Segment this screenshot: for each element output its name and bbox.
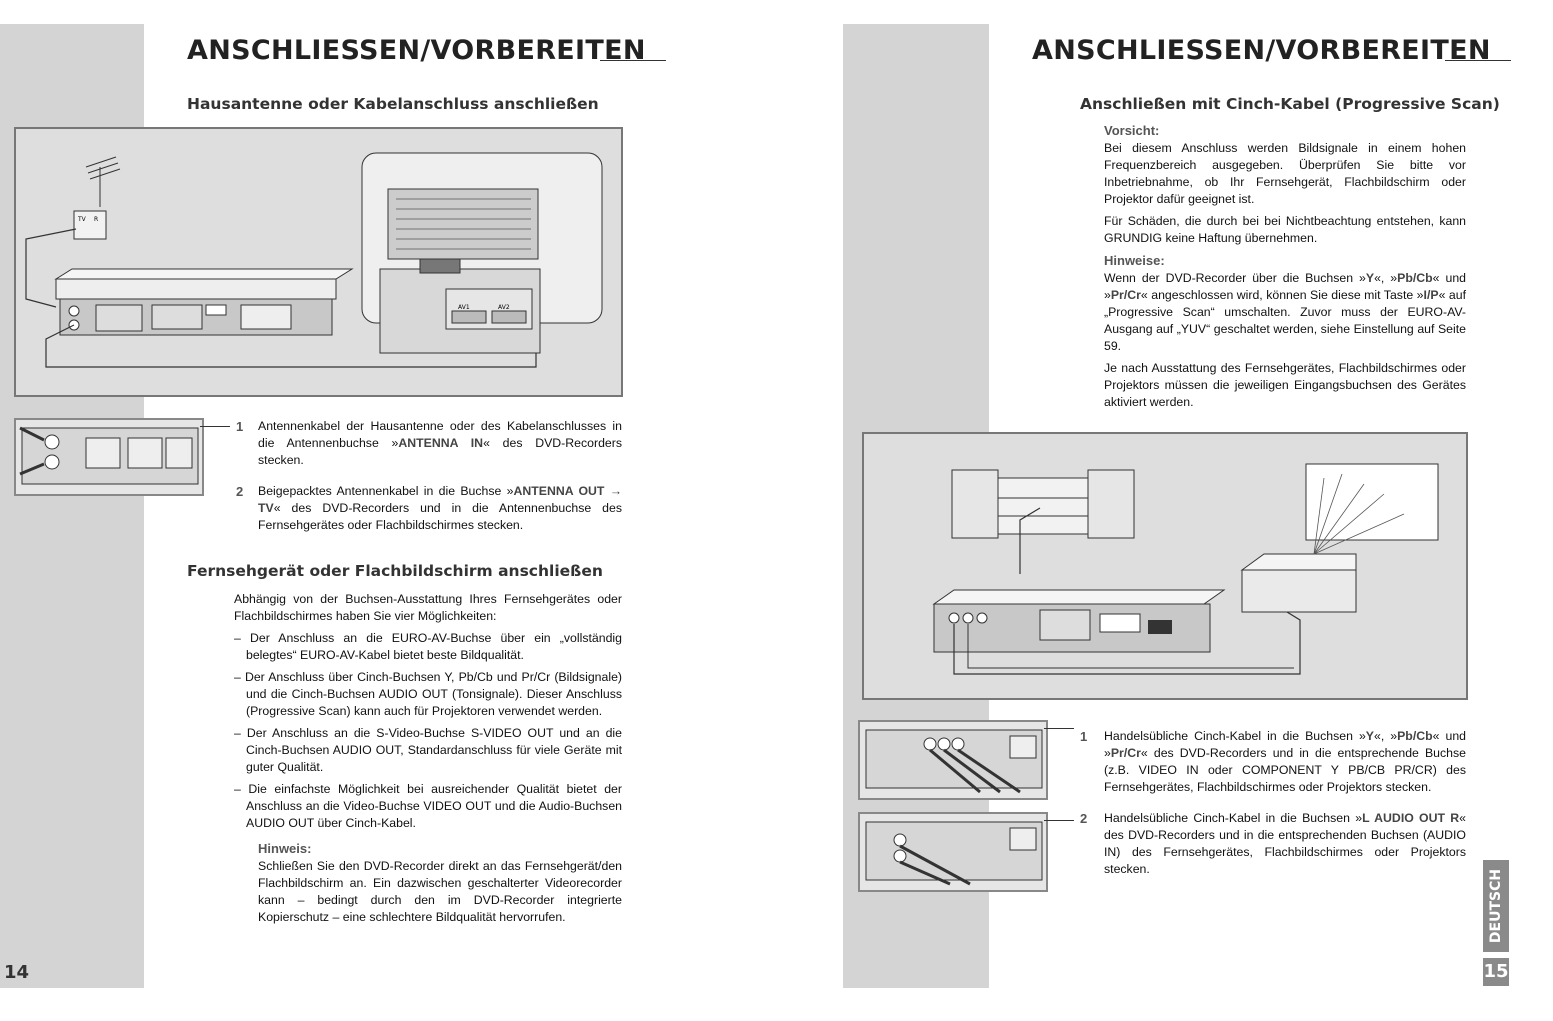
left-page-number: 14 <box>4 962 30 983</box>
vorsicht-heading: Vorsicht: <box>1104 123 1160 138</box>
left-hinweis-block <box>234 840 622 926</box>
right-intro-body <box>1104 122 1466 416</box>
right-step-1-number: 1 <box>1080 729 1088 744</box>
right-section-heading: Anschließen mit Cinch-Kabel (Progressive Scan) <box>1080 95 1500 113</box>
left-step-1-text: Antennenkabel der Hausantenne oder des Kabelanschlusses in die Antennenbuchse »ANTENNA IN« des DVD-Recorders stecken. <box>258 419 622 467</box>
right-step-1-text: Handelsübliche Cinch-Kabel in die Buchsen »Y«, »Pb/Cb« und »Pr/Cr« des DVD-Recorders und in die entsprechende Buchse (z.B. VIDEO IN oder COMPONENT Y PB/CB PR/CR) des Fernsehgerätes, Flachbildschirmes oder Projektors stecken. <box>1104 729 1467 794</box>
left-bullet-2: – Der Anschluss über Cinch-Buchsen Y, Pb/Cb und Pr/Cr (Bildsignale) und die Cinch-Buchsen AUDIO OUT (Tonsignale). Dieser Anschluss (Progressive Scan) kann auch für Projektoren verwendet werden. <box>234 670 622 718</box>
left-step-2-text: Beigepacktes Antennenkabel in die Buchse »ANTENNA OUT → TV« des DVD-Recorders und in die Antennenbuchse des Fernsehgerätes oder Flachbildschirmes stecken. <box>258 484 622 532</box>
right-page-number: 15 <box>1483 958 1509 986</box>
left-bullet-3: – Der Anschluss an die S-Video-Buchse S-VIDEO OUT und an die Cinch-Buchsen AUDIO OUT, Standardanschluss für viele Geräte mit guter Qualität. <box>234 726 622 774</box>
language-side-tab <box>1483 860 1509 952</box>
right-step-2-text: Handelsübliche Cinch-Kabel in die Buchsen »L AUDIO OUT R« des DVD-Recorders und in die entsprechenden Buchsen (AUDIO IN) des Fernsehgerätes, Flachbildschirmes oder Projektors stecken. <box>1104 811 1467 876</box>
left-callout-line <box>200 426 230 427</box>
left-intro: Abhängig von der Buchsen-Ausstattung Ihres Fernsehgerätes oder Flachbildschirmes haben Sie vier Möglichkeiten: <box>234 592 622 623</box>
left-step-1-number: 1 <box>236 419 244 434</box>
vorsicht-p2: Für Schäden, die durch bei bei Nichtbeachtung entstehen, kann GRUNDIG keine Haftung übernehmen. <box>1104 214 1466 245</box>
socket-label-tv: TV <box>78 216 86 223</box>
left-section2-heading: Fernsehgerät oder Flachbildschirm anschließen <box>187 562 603 580</box>
left-hinweis-text: Schließen Sie den DVD-Recorder direkt an das Fernsehgerät/den Flachbildschirm an. Ein dazwischen geschalterter Videorecorder kann – bedingt durch den im DVD-Recorder integrierte Kopierschutz – eine schlechtere Bildqualität hervorrufen. <box>258 859 622 924</box>
left-title-rule <box>600 60 666 61</box>
left-hinweis-heading: Hinweis: <box>258 841 312 856</box>
cinch-video-detail-illustration <box>860 722 1046 798</box>
vorsicht-p1: Bei diesem Anschluss werden Bildsignale in einem hohen Frequenzbereich ausgegeben. Überprüfen Sie bitte vor Inbetriebnahme, ob Ihr Fernsehgerät, Flachbildschirm oder Projektor dafür geeignet ist. <box>1104 141 1466 206</box>
cinch-connection-figure <box>862 432 1468 700</box>
cinch-audio-detail-figure <box>858 812 1048 892</box>
antenna-connection-figure <box>14 127 623 397</box>
hinweise-p2: Je nach Ausstattung des Fernsehgerätes, Flachbildschirmes oder Projektors müssen die jeweiligen Eingangsbuchsen des Gerätes aktiviert werden. <box>1104 361 1466 409</box>
right-step-2 <box>1080 810 1466 878</box>
left-steps <box>236 418 622 534</box>
right-step-2-number: 2 <box>1080 811 1088 826</box>
antenna-jack-detail-figure <box>14 418 204 496</box>
right-steps <box>1080 728 1466 878</box>
antenna-jack-detail-illustration <box>16 420 202 494</box>
socket-label-r: R <box>94 216 99 223</box>
right-callout-line-2 <box>1044 820 1074 821</box>
hinweise-heading: Hinweise: <box>1104 253 1165 268</box>
left-step-2 <box>236 483 622 534</box>
left-step-2-number: 2 <box>236 484 244 499</box>
tv-label-av1: AV1 <box>458 304 470 311</box>
language-side-tab-label: DEUTSCH <box>1488 868 1504 944</box>
cinch-audio-detail-illustration <box>860 814 1046 890</box>
right-page-title: ANSCHLIESSEN/VORBEREITEN <box>1032 35 1491 66</box>
left-bullet-4: – Die einfachste Möglichkeit bei ausreichender Qualität bietet der Anschluss an die Video-Buchse VIDEO OUT und die Audio-Buchsen AUDIO OUT über Cinch-Kabel. <box>234 782 622 830</box>
left-section1-heading: Hausantenne oder Kabelanschluss anschließen <box>187 95 599 113</box>
right-callout-line-1 <box>1044 728 1074 729</box>
antenna-connection-illustration <box>16 129 621 395</box>
left-step-1 <box>236 418 622 469</box>
cinch-connection-illustration <box>864 434 1466 698</box>
tv-label-av2: AV2 <box>498 304 510 311</box>
left-bullet-1: – Der Anschluss an die EURO-AV-Buchse über ein „vollständig belegtes“ EURO-AV-Kabel bietet beste Bildqualität. <box>234 631 622 662</box>
right-title-white-cover <box>989 24 999 34</box>
right-step-1 <box>1080 728 1466 796</box>
right-title-rule <box>1445 60 1511 61</box>
cinch-video-detail-figure <box>858 720 1048 800</box>
hinweise-p1: Wenn der DVD-Recorder über die Buchsen »Y«, »Pb/Cb« und »Pr/Cr« angeschlossen wird, können Sie diese mit Taste »I/P« auf „Progressive Scan“ umschalten. Zuvor muss der EURO-AV-Ausgang auf „YUV“ geschaltet werden, siehe Einstellung auf Seite 59. <box>1104 271 1466 353</box>
left-section2-body <box>234 591 622 931</box>
left-page-title: ANSCHLIESSEN/VORBEREITEN <box>187 35 646 66</box>
